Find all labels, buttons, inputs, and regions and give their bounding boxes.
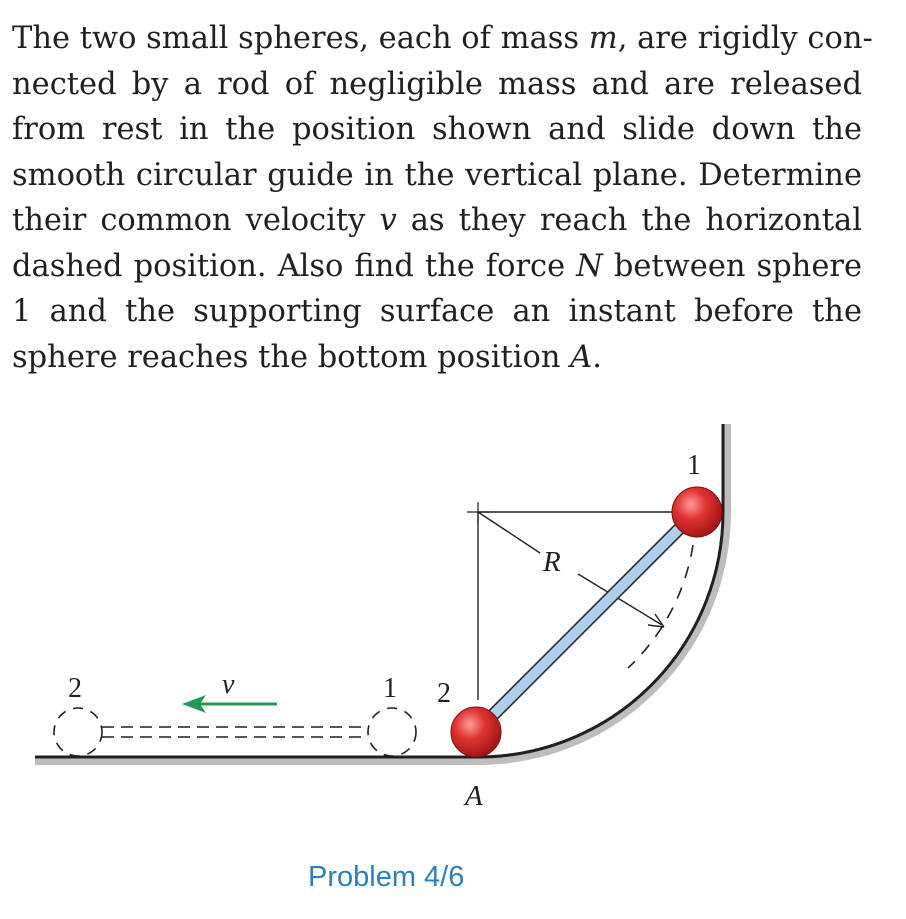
problem-line: The two small spheres, each of mass m, are rigidly con- [12,21,873,56]
radius-line [478,512,540,553]
sphere-1 [672,487,722,537]
dashed-sphere-2 [54,708,102,756]
problem-line: smooth circular guide in the vertical plane. Determine [12,157,862,193]
problem-line: from rest in the position shown and slide down the [12,112,862,147]
problem-line: dashed position. Also find the force N between sphere [12,248,863,284]
point-a-label: A [465,780,483,812]
problem-statement [12,16,873,380]
sphere-2 [451,707,501,757]
dashed-sphere-1-label: 1 [383,673,397,704]
problem-line: nected by a rod of negligible mass and are released [12,66,862,102]
dashed-sphere-1 [368,708,416,756]
problem-line: 1 and the supporting surface an instant before the [12,294,862,329]
guide-surface-shading [35,420,765,800]
problem-line: sphere reaches the bottom position A. [12,339,602,375]
radius-label: R [543,546,561,578]
guide-outer-shadow [35,424,731,765]
problem-figure [0,380,906,919]
sphere-2-label: 2 [437,678,451,709]
figure-caption: Problem 4/6 [308,861,465,893]
dashed-sphere-2-label: 2 [68,673,82,704]
velocity-label: v [222,669,235,700]
sphere-1-label: 1 [687,450,701,481]
problem-line: their common velocity v as they reach the horizontal [12,203,863,238]
